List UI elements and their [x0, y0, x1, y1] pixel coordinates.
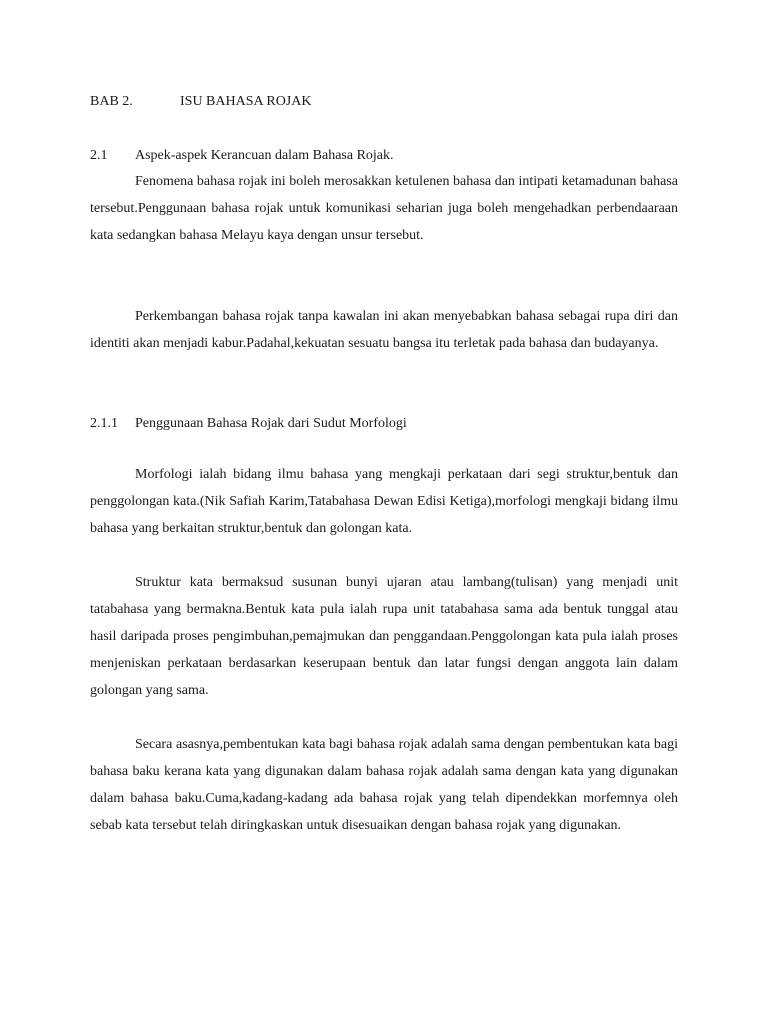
chapter-heading: [90, 92, 678, 112]
section-heading-2-1: [90, 146, 678, 166]
section-heading-2-1-1: [90, 414, 678, 434]
paragraph: Perkembangan bahasa rojak tanpa kawalan ini akan menyebabkan bahasa sebagai rupa diri dan identiti akan menjadi kabur.Padahal,kekuatan sesuatu bangsa itu terletak pada bahasa dan budayanya.: [90, 309, 678, 351]
chapter-title: ISU BAHASA ROJAK: [180, 94, 312, 109]
section-number: 2.1: [90, 148, 108, 163]
paragraph: Fenomena bahasa rojak ini boleh merosakkan ketulenen bahasa dan intipati ketamadunan bahasa tersebut.Penggunaan bahasa rojak untuk komunikasi seharian juga boleh mengehadkan perbendaaraan kata sedangkan bahasa Melayu kaya dengan unsur tersebut.: [90, 174, 678, 243]
chapter-number: BAB 2.: [90, 94, 133, 109]
section-title: Aspek-aspek Kerancuan dalam Bahasa Rojak.: [135, 148, 394, 163]
paragraph: Secara asasnya,pembentukan kata bagi bahasa rojak adalah sama dengan pembentukan kata bagi bahasa baku kerana kata yang digunakan dalam bahasa rojak adalah sama dengan kata yang digunakan dalam bahasa baku.Cuma,kadang-kadang ada bahasa rojak yang telah dipendekkan morfemnya oleh sebab kata tersebut telah diringkaskan untuk disesuaikan dengan bahasa rojak yang digunakan.: [90, 737, 678, 833]
paragraph: Morfologi ialah bidang ilmu bahasa yang mengkaji perkataan dari segi struktur,bentuk dan penggolongan kata.(Nik Safiah Karim,Tatabahasa Dewan Edisi Ketiga),morfologi mengkaji bidang ilmu bahasa yang berkaitan struktur,bentuk dan golongan kata.: [90, 467, 678, 536]
paragraph: Struktur kata bermaksud susunan bunyi ujaran atau lambang(tulisan) yang menjadi unit tatabahasa yang bermakna.Bentuk kata pula ialah rupa unit tatabahasa sama ada bentuk tunggal atau hasil daripada proses pengimbuhan,pemajmukan dan penggandaan.Penggolongan kata pula ialah proses menjeniskan perkataan berdasarkan keserupaan bentuk dan latar fungsi dengan anggota lain dalam golongan yang sama.: [90, 575, 678, 698]
section-title: Penggunaan Bahasa Rojak dari Sudut Morfologi: [135, 416, 407, 431]
section-number: 2.1.1: [90, 416, 118, 431]
